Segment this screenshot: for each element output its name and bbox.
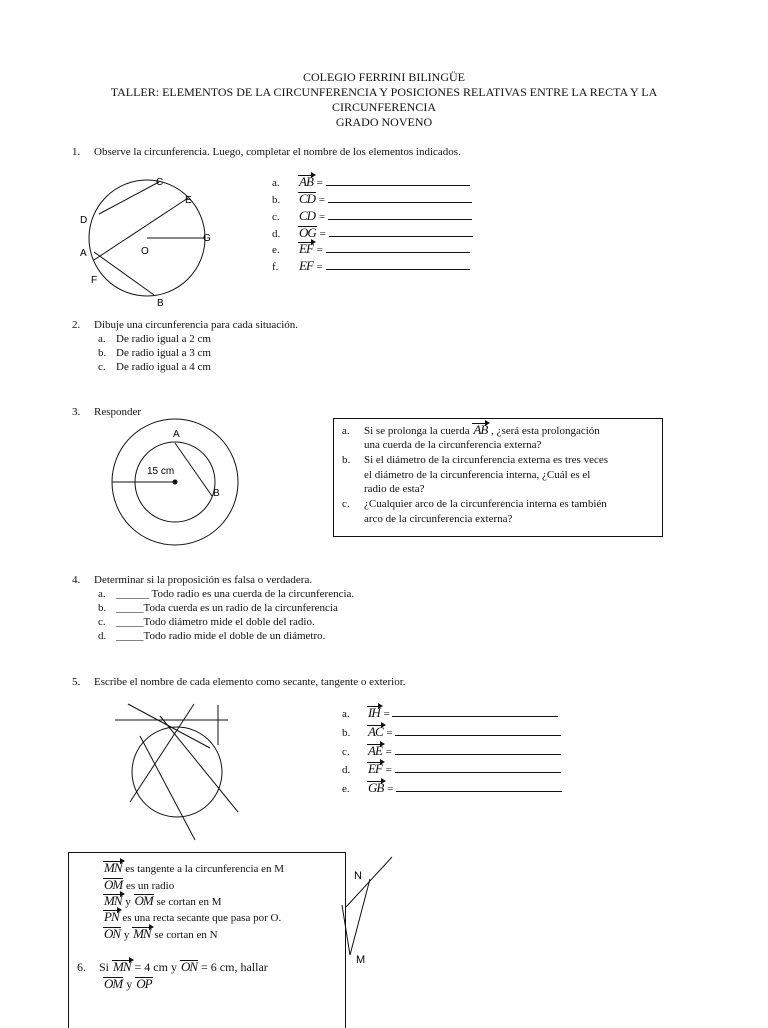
q1-circle-figure — [72, 170, 232, 310]
label-D: D — [80, 215, 88, 226]
answer-blank[interactable] — [395, 754, 561, 755]
q3-number: 3. — [72, 406, 81, 418]
segment-ab: AB — [473, 422, 488, 437]
label-E: E — [185, 195, 192, 206]
q3-question-b-line2: el diámetro de la circunferencia interna, ¿Cuál es el — [364, 469, 591, 481]
q5-item: c. AE = — [342, 744, 561, 759]
q5-lines-figure — [110, 700, 240, 845]
q6-line: ON y MN se cortan en N — [104, 926, 218, 941]
q5-number: 5. — [72, 676, 81, 688]
q1-item: b. CD = — [272, 192, 472, 207]
q3-question-a: a. Si se prolonga la cuerda AB , ¿será esta prolongación — [342, 422, 600, 437]
label-A: A — [173, 429, 180, 440]
q5-item: d. EF = — [342, 762, 561, 777]
q6-box — [68, 852, 346, 1028]
answer-blank[interactable] — [328, 202, 472, 203]
line-ef: EF — [368, 761, 382, 776]
q5-prompt: Escribe el nombre de cada elemento como secante, tangente o exterior. — [94, 676, 406, 688]
label-C: C — [156, 177, 164, 188]
answer-blank[interactable] — [395, 772, 561, 773]
label-G: G — [203, 233, 211, 244]
label-A: A — [80, 248, 87, 259]
q3-question-c: c. ¿Cualquier arco de la circunferencia interna es también — [342, 498, 607, 510]
answer-blank[interactable] — [328, 219, 472, 220]
q2-number: 2. — [72, 319, 81, 331]
q1-item: a. AB = — [272, 175, 470, 190]
school-name: COLEGIO FERRINI BILINGÜE — [303, 70, 465, 84]
segment-cd-length: CD — [299, 208, 316, 223]
q4-item: d. _____Todo radio mide el doble de un diámetro. — [98, 630, 326, 642]
grade-label: GRADO NOVENO — [335, 115, 433, 129]
radius-label: 15 cm — [147, 466, 175, 477]
label-O: O — [141, 246, 149, 257]
q6-line: PN es una recta secante que pasa por O. — [104, 909, 282, 924]
q3-concentric-figure — [105, 415, 250, 550]
answer-blank[interactable] — [396, 791, 562, 792]
q3-prompt: Responder — [94, 406, 142, 418]
line-ae: AE — [368, 743, 382, 758]
q1-prompt: Observe la circunferencia. Luego, completar el nombre de los elementos indicados. — [94, 146, 461, 158]
workshop-title-line2: CIRCUNFERENCIA — [331, 100, 436, 114]
label-B: B — [213, 488, 220, 499]
q5-item: e. GB = — [342, 781, 562, 796]
answer-blank[interactable] — [392, 716, 558, 717]
q2-item: c. De radio igual a 4 cm — [98, 361, 211, 373]
line-ac: AC — [368, 724, 383, 739]
q1-item: e. EF = — [272, 242, 470, 257]
answer-blank[interactable] — [326, 269, 470, 270]
q5-item: a. IH = — [342, 706, 558, 721]
q3-question-c-line2: arco de la circunferencia externa? — [364, 513, 513, 525]
q3-question-b: b. Si el diámetro de la circunferencia externa es tres veces — [342, 454, 609, 466]
answer-blank[interactable] — [326, 252, 470, 253]
q6-line: MN es tangente a la circunferencia en M — [104, 860, 285, 875]
segment-cd: CD — [299, 191, 316, 206]
segment-ef-length: EF — [299, 258, 313, 273]
q1-number: 1. — [72, 146, 81, 158]
label-F: F — [91, 275, 98, 286]
label-N: N — [354, 870, 362, 882]
q3-questions-box — [333, 418, 663, 537]
q2-prompt: Dibuje una circunferencia para cada situación. — [94, 319, 299, 331]
q6-question-line2: OM y OP — [104, 976, 152, 991]
q3-question-a-line2: una cuerda de la circunferencia externa? — [364, 439, 542, 451]
q2-item: b. De radio igual a 3 cm — [98, 347, 211, 359]
segment-og: OG — [299, 225, 316, 240]
line-ih: IH — [368, 705, 380, 720]
q6-line: OM es un radio — [104, 877, 175, 892]
line-gb: GB — [368, 780, 384, 795]
segment-ef-line: EF — [299, 241, 313, 256]
q4-item: a. ______ Todo radio es una cuerda de la circunferencia. — [98, 588, 355, 600]
answer-blank[interactable] — [395, 735, 561, 736]
workshop-title-line1: TALLER: ELEMENTOS DE LA CIRCUNFERENCIA Y POSICIONES RELATIVAS ENTRE LA RECTA Y LA — [110, 85, 658, 99]
q2-item: a. De radio igual a 2 cm — [98, 333, 211, 345]
q3-question-b-line3: radio de esta? — [364, 483, 425, 495]
answer-blank[interactable] — [326, 185, 470, 186]
q5-item: b. AC = — [342, 725, 561, 740]
q1-item: c. CD = — [272, 209, 472, 224]
q4-prompt: Determinar si la proposición es falsa o verdadera. — [94, 574, 313, 586]
q1-item: d. OG = — [272, 226, 473, 241]
q4-item: b. _____Toda cuerda es un radio de la circunferencia — [98, 602, 338, 614]
q6-tangent-figure — [340, 855, 400, 970]
q1-item: f. EF = — [272, 259, 470, 274]
q6-question: 6. Si MN = 4 cm y ON = 6 cm, hallar — [77, 959, 268, 974]
q6-line: MN y OM se cortan en M — [104, 893, 222, 908]
label-M: M — [356, 954, 366, 966]
q4-item: c. _____Todo diámetro mide el doble del radio. — [98, 616, 315, 628]
answer-blank[interactable] — [329, 236, 473, 237]
label-B: B — [157, 298, 164, 309]
q4-number: 4. — [72, 574, 81, 586]
segment-ab: AB — [299, 174, 313, 189]
